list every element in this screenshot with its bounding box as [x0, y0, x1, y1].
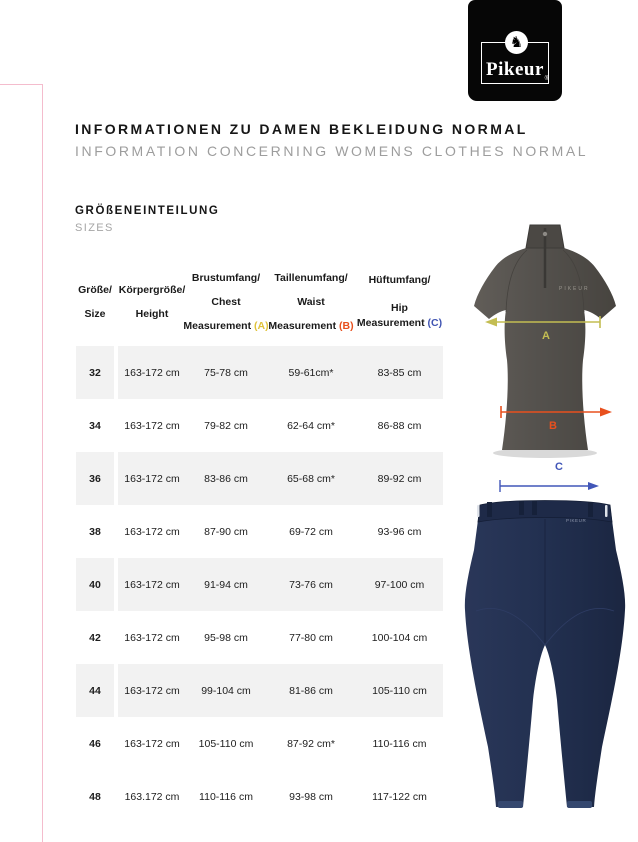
arrow-c-head-icon	[588, 482, 599, 490]
horse-glyph: ♞	[509, 34, 524, 51]
header-line: Measurement (A)	[183, 320, 269, 332]
horse-emblem-icon	[505, 31, 528, 54]
size-table-header	[76, 264, 443, 340]
frame-line-horizontal	[0, 84, 42, 85]
row-measurements	[118, 399, 443, 452]
cell-hip: 100-104 cm	[371, 631, 428, 644]
cell-size: 36	[76, 452, 114, 505]
cell-waist: 65-68 cm*	[287, 472, 335, 485]
label-b: B	[549, 420, 557, 432]
header-line: Height	[135, 308, 169, 320]
header-line: Hüftumfang/	[368, 274, 431, 286]
arrow-a-head-icon	[485, 318, 497, 327]
cell-hip: 97-100 cm	[374, 578, 425, 591]
cell-hip: 86-88 cm	[377, 419, 422, 432]
frame-line-vertical	[42, 84, 43, 842]
cell-chest: 79-82 cm	[204, 419, 248, 432]
row-measurements	[118, 505, 443, 558]
cell-height: 163-172 cm	[124, 419, 180, 432]
row-measurements	[118, 770, 443, 823]
header-line: Measurement (C)	[356, 317, 443, 329]
belt-loop-left	[487, 502, 492, 517]
cell-waist: 81-86 cm	[289, 684, 333, 697]
belt-loop-right	[588, 502, 593, 517]
measurement-letter-hip: (C)	[427, 317, 443, 329]
label-a: A	[542, 330, 550, 342]
header-line: Körpergröße/	[118, 284, 186, 296]
table-row-size-44	[76, 664, 443, 717]
cell-size: 48	[89, 790, 101, 803]
registered-mark: ®	[544, 76, 549, 82]
side-highlight-right	[605, 505, 608, 517]
header-line: Chest	[211, 296, 241, 308]
ankle-cuff-right	[567, 801, 592, 808]
cell-hip: 93-96 cm	[377, 525, 422, 538]
header-line: Brustumfang/	[191, 272, 261, 284]
cell-hip: 89-92 cm	[377, 472, 422, 485]
hip-arrow-figure	[495, 456, 605, 492]
row-measurements	[118, 611, 443, 664]
cell-height: 163-172 cm	[124, 366, 180, 379]
cell-hip: 105-110 cm	[372, 684, 427, 697]
row-measurements	[118, 664, 443, 717]
breeches-brand-text: PIKEUR	[566, 518, 587, 523]
cell-chest: 83-86 cm	[204, 472, 248, 485]
cell-chest: 91-94 cm	[204, 578, 248, 591]
cell-height: 163-172 cm	[124, 525, 180, 538]
header-line: Hip	[391, 302, 408, 314]
arrow-b-head-icon	[600, 408, 612, 417]
cell-hip: 110-116 cm	[372, 737, 427, 750]
breeches-figure	[460, 495, 630, 810]
table-row-size-32	[76, 346, 443, 399]
cell-chest: 105-110 cm	[198, 737, 254, 750]
table-row-size-42	[76, 611, 443, 664]
header-line: Measurement (B)	[268, 320, 354, 332]
zipper-pull-icon	[543, 232, 547, 236]
page-title: INFORMATIONEN ZU DAMEN BEKLEIDUNG NORMAL	[75, 121, 528, 137]
header-line: Waist	[297, 296, 325, 308]
cell-size: 42	[89, 631, 101, 644]
label-c: C	[555, 461, 563, 473]
cell-waist: 69-72 cm	[289, 525, 333, 538]
cell-size: 46	[89, 737, 101, 750]
cell-height: 163-172 cm	[124, 737, 180, 750]
shirt-figure	[455, 222, 635, 460]
logo-emblem-frame	[481, 34, 549, 84]
belt-loop-mid-2	[532, 501, 537, 515]
cell-height: 163.172 cm	[124, 790, 180, 803]
row-measurements	[118, 452, 443, 505]
measurement-letter-waist: (B)	[339, 320, 354, 332]
size-table	[76, 264, 443, 823]
cell-waist: 93-98 cm	[289, 790, 333, 803]
col-header-waist	[266, 264, 356, 340]
section-subheading: SIZES	[75, 222, 114, 234]
cell-size: 40	[76, 558, 114, 611]
table-row-size-34	[76, 399, 443, 452]
pikeur-logo	[468, 0, 562, 101]
table-row-size-36	[76, 452, 443, 505]
cell-height: 163-172 cm	[124, 578, 180, 591]
cell-waist: 59-61cm*	[288, 366, 334, 379]
belt-loop-mid-1	[519, 501, 524, 515]
cell-height: 163-172 cm	[124, 631, 180, 644]
cell-chest: 110-116 cm	[199, 790, 253, 803]
col-header-hip	[356, 264, 443, 340]
row-measurements	[118, 717, 443, 770]
cell-height: 163-172 cm	[124, 472, 180, 485]
header-line: Taillenumfang/	[274, 272, 348, 284]
section-heading: GRÖßENEINTEILUNG	[75, 205, 220, 217]
cell-waist: 87-92 cm*	[287, 737, 335, 750]
cell-height: 163-172 cm	[124, 684, 180, 697]
header-line: Size	[84, 308, 106, 320]
page-subtitle: INFORMATION CONCERNING WOMENS CLOTHES NORMAL	[75, 143, 589, 159]
row-measurements	[118, 346, 443, 399]
cell-size: 38	[89, 525, 101, 538]
cell-waist: 77-80 cm	[289, 631, 333, 644]
cell-size: 44	[76, 664, 114, 717]
shirt-brand-text: PIKEUR	[559, 286, 590, 292]
size-table-body	[76, 346, 443, 823]
cell-chest: 99-104 cm	[201, 684, 251, 697]
cell-waist: 62-64 cm*	[287, 419, 335, 432]
cell-hip: 83-85 cm	[377, 366, 422, 379]
col-header-height	[118, 264, 186, 340]
cell-chest: 75-78 cm	[204, 366, 248, 379]
row-measurements	[118, 558, 443, 611]
cell-chest: 95-98 cm	[204, 631, 248, 644]
cell-waist: 73-76 cm	[289, 578, 333, 591]
side-highlight-left	[477, 505, 480, 517]
measurement-letter-chest: (A)	[254, 320, 269, 332]
table-row-size-40	[76, 558, 443, 611]
cell-size: 34	[89, 419, 101, 432]
table-row-size-46	[76, 717, 443, 770]
table-row-size-48	[76, 770, 443, 823]
logo-wordmark: Pikeur	[486, 59, 544, 80]
col-header-size	[76, 264, 114, 340]
cell-size: 32	[76, 346, 114, 399]
header-line: Größe/	[78, 284, 112, 296]
table-row-size-38	[76, 505, 443, 558]
cell-hip: 117-122 cm	[372, 790, 427, 803]
ankle-cuff-left	[498, 801, 523, 808]
col-header-chest	[183, 264, 269, 340]
cell-chest: 87-90 cm	[204, 525, 248, 538]
